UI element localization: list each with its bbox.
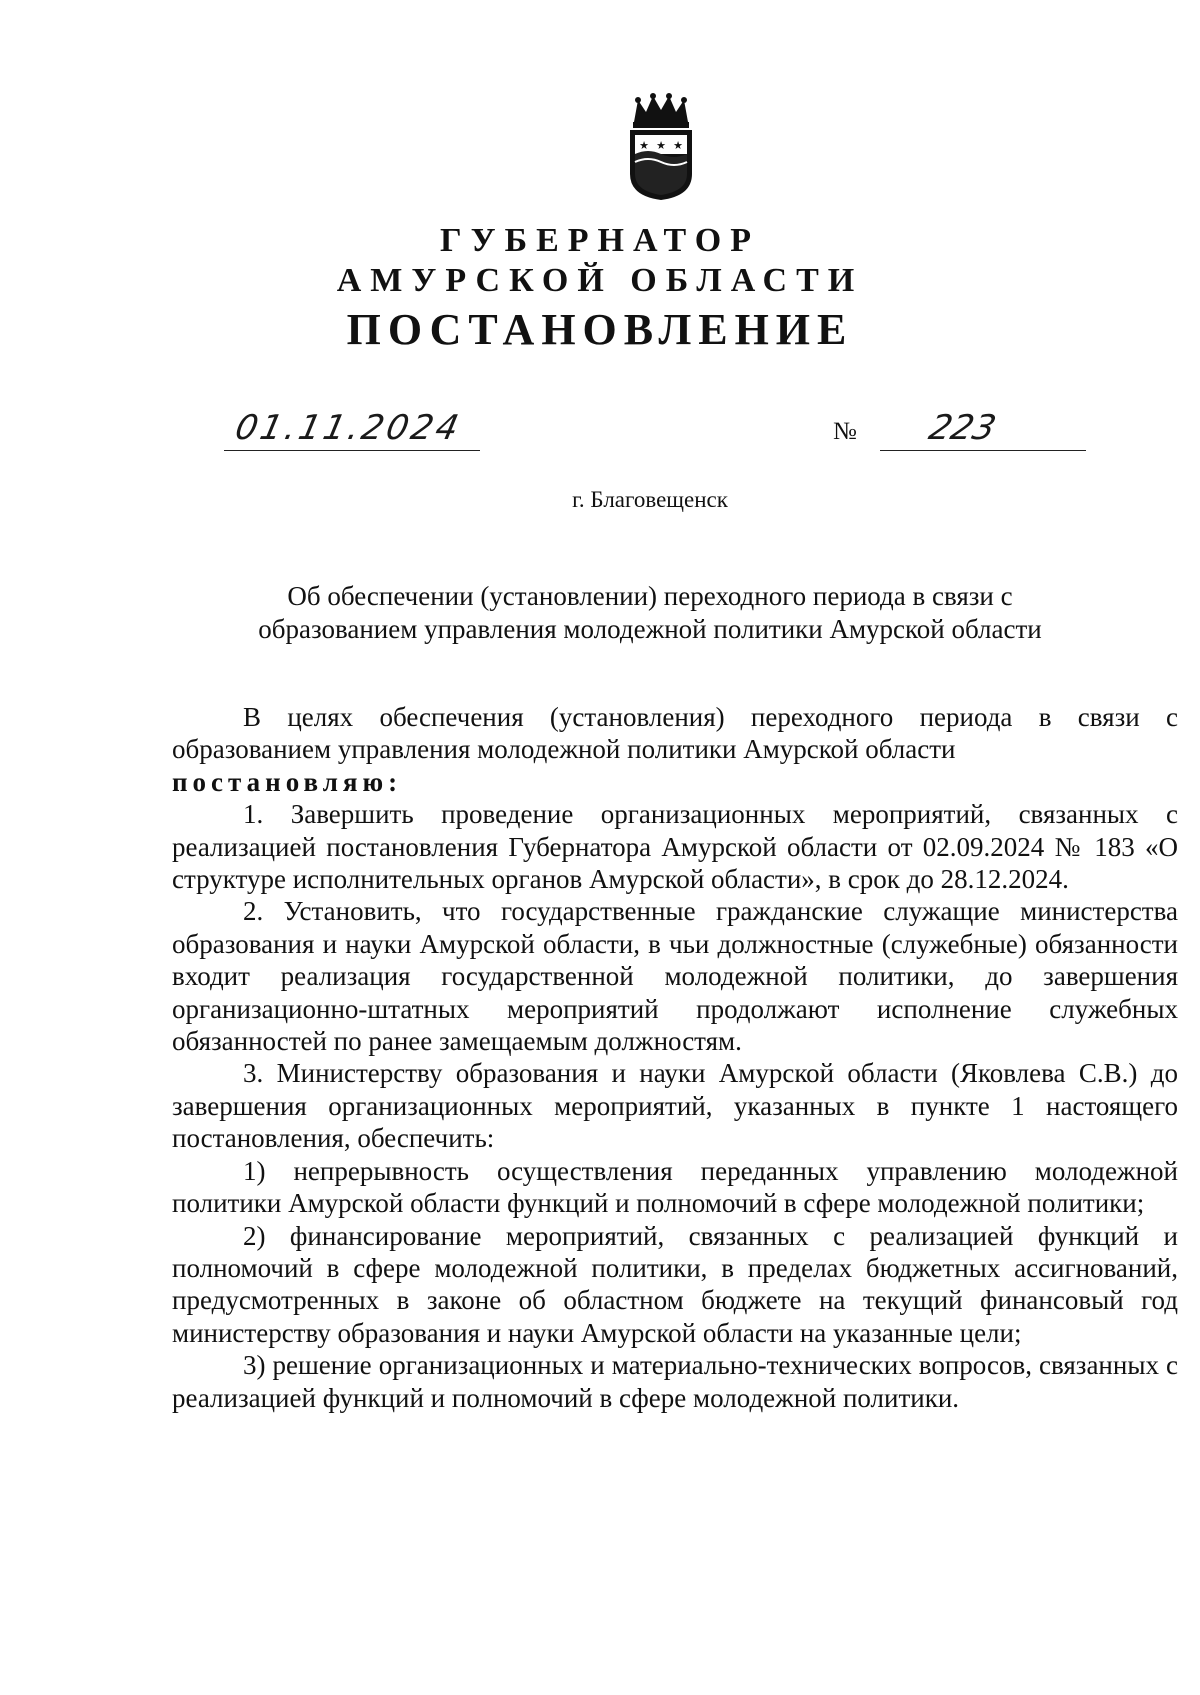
date-underline [224,450,480,451]
city: г. Благовещенск [572,487,728,512]
number-label: № [833,418,857,445]
svg-text:★: ★ [639,140,649,152]
clause-3-2: 2) финансирование мероприятий, связанных с реализацией функций и полномочий в сфере молодежной политики, в пределах бюджетных ассигнований, предусмотренных в законе об областном бюджете на текущий финансовый год министерству образования и науки Амурской области на указанные цели; [172,1220,1178,1348]
decree-word: постановляю: [172,766,403,797]
document-number: 223 [925,408,1000,448]
svg-text:★: ★ [673,140,683,152]
intro-paragraph: В целях обеспечения (установления) переходного периода в связи с образованием управления молодежной политики Амурской области [172,702,1178,765]
decree-paragraph [172,766,1178,798]
clause-3-3: 3) решение организационных и материально-технических вопросов, связанных с реализацией функций и полномочий в сфере молодежной политики. [172,1350,1178,1413]
svg-text:★: ★ [656,140,666,152]
clause-3-1: 1) непрерывность осуществления переданных управлению молодежной политики Амурской области функций и полномочий в сфере молодежной политики; [172,1155,1178,1219]
number-underline [880,450,1086,451]
clause-2: 2. Установить, что государственные гражданские служащие министерства образования и науки Амурской области, в чьи должностные (служебные) обязанности входит реализация государственной молодежной политики, до завершения организационно-штатных мероприятий продолжают исполнение служебных обязанностей по ранее замещаемым должностям. [172,896,1178,1057]
document-type: ПОСТАНОВЛЕНИЕ [346,305,854,354]
clause-1: 1. Завершить проведение организационных мероприятий, связанных с реализацией постановления Губернатора Амурской области от 02.09.2024 № 183 «О структуре исполнительных органов Амурской области», в срок до 28.12.2024. [172,799,1178,895]
subject-line-1: Об обеспечении (установлении) переходного периода в связи с [287,581,1013,611]
issuer-region: АМУРСКОЙ ОБЛАСТИ [336,262,864,299]
document-subject [200,580,1100,646]
clause-3: 3. Министерству образования и науки Амурской области (Яковлева С.В.) до завершения организационных мероприятий, указанных в пункте 1 настоящего постановления, обеспечить: [172,1058,1178,1154]
document-date: 01.11.2024 [231,408,465,448]
amur-oblast-coat-of-arms-icon [622,92,700,202]
issuer-title: ГУБЕРНАТОР [440,222,760,259]
document-body [172,701,1178,1414]
subject-line-2: образованием управления молодежной политики Амурской области [258,614,1042,644]
